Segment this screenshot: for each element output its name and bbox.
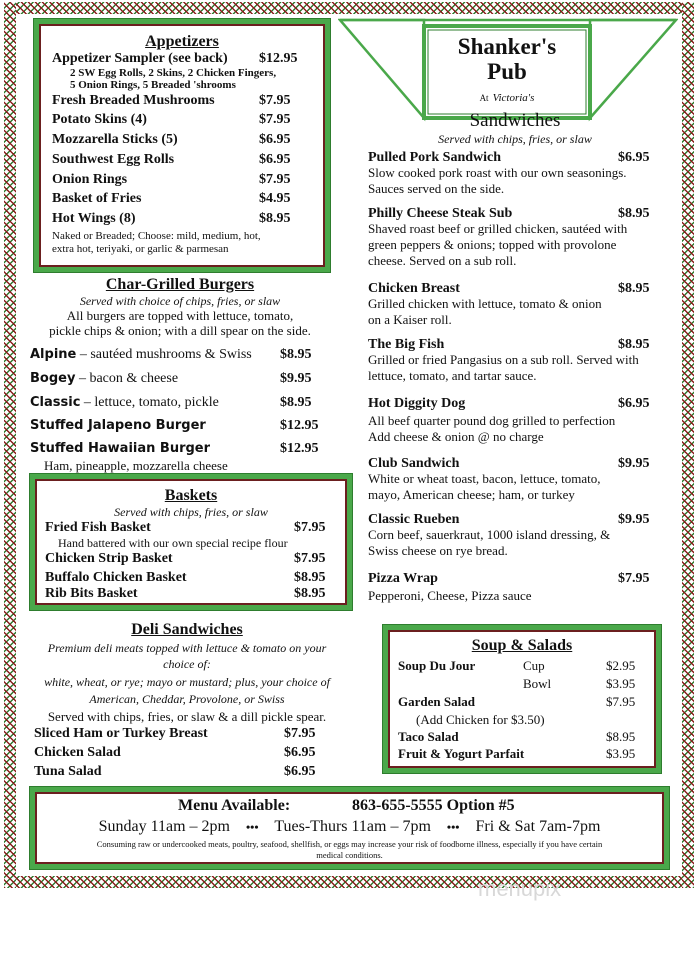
sandwich-price: $6.95 (618, 396, 650, 411)
sandwich-name: The Big Fish (368, 337, 445, 352)
pub-name (424, 34, 590, 84)
burger-price: $9.95 (280, 371, 312, 386)
sandwich-desc (368, 221, 664, 269)
sandwich-price: $8.95 (618, 337, 650, 352)
deli-item-price: $6.95 (284, 745, 316, 760)
menu-item-name: Onion Rings (52, 172, 128, 187)
deli-note: Served with chips, fries, or slaw & a dill pickle spear. (47, 709, 327, 724)
sandwich-price: $7.95 (618, 571, 650, 586)
menu-item-price: $7.95 (259, 93, 291, 108)
appetizers-title: Appetizers (145, 33, 219, 50)
basket-name: Chicken Strip Basket (45, 551, 173, 566)
hours-sunday: Sunday 11am – 2pm (98, 818, 230, 835)
burger-price: $8.95 (280, 395, 312, 410)
burger-name: Classic (30, 395, 81, 410)
menu-item-price: $6.95 (259, 152, 291, 167)
burger-item (30, 347, 252, 363)
sandwich-desc-line: Corn beef, sauerkraut, 1000 island dressing, & (368, 527, 611, 542)
sandwich-price: $6.95 (618, 150, 650, 165)
burgers-subtitle: Served with choice of chips, fries, or slaw (79, 294, 281, 308)
burger-price: $12.95 (280, 418, 319, 433)
menu-item-name: Fresh Breaded Mushrooms (52, 93, 215, 108)
salad-name: Taco Salad (398, 729, 459, 744)
sampler-note: 5 Onion Rings, 5 Breaded 'shrooms (70, 79, 236, 91)
deli-note: American, Cheddar, Provolone, or Swiss (89, 692, 285, 706)
sandwich-desc (368, 527, 658, 559)
salad-name: Garden Salad (398, 694, 475, 709)
sandwich-price: $8.95 (618, 206, 650, 221)
fish-note: Hand battered with our own special recipe flour (58, 536, 288, 550)
burger-item (30, 395, 219, 411)
burger-price: $8.95 (280, 347, 312, 362)
salad-price: $7.95 (606, 694, 636, 709)
wings-note: Naked or Breaded; Choose: mild, medium, hot, (52, 230, 261, 242)
burger-desc: – lettuce, tomato, pickle (80, 395, 219, 410)
burger-item (30, 441, 210, 456)
burger-name: Stuffed Jalapeno Burger (30, 418, 206, 433)
sandwich-desc (368, 296, 658, 328)
sandwich-desc-line: Swiss cheese on rye bread. (368, 543, 508, 558)
basket-price: $8.95 (294, 570, 326, 585)
sandwich-desc-line: Grilled chicken with lettuce, tomato & onion (368, 296, 602, 311)
sandwich-name: Pizza Wrap (368, 571, 438, 586)
salad-price: $8.95 (606, 729, 636, 744)
sandwich-name: Pulled Pork Sandwich (368, 150, 502, 165)
sandwich-desc-line: All beef quarter pound dog grilled to perfection (368, 413, 616, 428)
hours-tues-thurs: Tues-Thurs 11am – 7pm (274, 818, 431, 835)
hours-separator: ••• (245, 820, 259, 834)
sandwich-name: Club Sandwich (368, 456, 460, 471)
sandwich-desc (368, 588, 658, 604)
burger-item (30, 371, 178, 387)
burger-desc: – sautéed mushrooms & Swiss (76, 347, 252, 362)
sandwich-desc (368, 352, 664, 384)
basket-price: $7.95 (294, 551, 326, 566)
border-pattern-top (4, 2, 694, 14)
sandwich-desc-line: lettuce, tomato, and tartar sauce. (368, 368, 537, 383)
menu-item-name: Hot Wings (8) (52, 211, 136, 226)
deli-note: Premium deli meats topped with lettuce & tomato on your (47, 641, 327, 655)
food-warning (42, 839, 657, 861)
soup-name: Soup Du Jour (398, 658, 476, 673)
sandwich-desc-line: Slow cooked pork roast with our own seasonings. (368, 165, 627, 180)
sandwich-desc-line: mayo, American cheese; ham, or turkey (368, 487, 575, 502)
wings-note: extra hot, teriyaki, or garlic & parmesan (52, 243, 229, 255)
watermark-logo: menupix (478, 876, 562, 901)
menu-item-name: Appetizer Sampler (see back) (52, 51, 228, 66)
pub-name-line-2: Pub (487, 59, 527, 84)
deli-item-name: Tuna Salad (34, 764, 102, 779)
menu-item-name: Potato Skins (4) (52, 112, 147, 127)
deli-item-name: Sliced Ham or Turkey Breast (34, 726, 208, 741)
soup-cup-label: Cup (523, 658, 545, 673)
deli-item-price: $7.95 (284, 726, 316, 741)
sampler-note: 2 SW Egg Rolls, 2 Skins, 2 Chicken Fingers, (70, 67, 277, 79)
burgers-note: pickle chips & onion; with a dill spear on the side. (49, 323, 311, 338)
deli-title: Deli Sandwiches (131, 621, 243, 638)
deli-note: white, wheat, or rye; mayo or mustard; plus, your choice of (44, 675, 330, 689)
menu-item-name: Basket of Fries (52, 191, 142, 206)
menu-item-price: $8.95 (259, 211, 291, 226)
soup-bowl-price: $3.95 (606, 676, 636, 691)
sandwich-price: $8.95 (618, 281, 650, 296)
border-pattern-right (682, 2, 694, 888)
sandwich-desc-line: on a Kaiser roll. (368, 312, 452, 327)
basket-name: Rib Bits Basket (45, 586, 138, 601)
soup-bowl-label: Bowl (523, 676, 552, 691)
deli-item-price: $6.95 (284, 764, 316, 779)
sandwich-desc-line: Shaved roast beef or grilled chicken, sautéed with (368, 221, 628, 236)
salad-note: (Add Chicken for $3.50) (416, 712, 545, 727)
burger-desc: – bacon & cheese (75, 371, 179, 386)
deli-note: choice of: (163, 657, 211, 671)
soup-cup-price: $2.95 (606, 658, 636, 673)
food-warning-line: medical conditions. (316, 850, 383, 860)
sandwich-desc-line: Add cheese & onion @ no charge (368, 429, 544, 444)
sandwich-name: Hot Diggity Dog (368, 396, 466, 411)
phone-number: 863-655-5555 Option #5 (352, 797, 515, 814)
hours-row (30, 818, 669, 836)
menu-item-name: Southwest Egg Rolls (52, 152, 175, 167)
hawaiian-note: Ham, pineapple, mozzarella cheese (44, 458, 228, 473)
pub-name-line-1: Shanker's (457, 34, 557, 59)
sandwiches-subtitle: Served with chips, fries, or slaw (438, 132, 592, 146)
menu-item-name: Mozzarella Sticks (5) (52, 132, 178, 147)
sandwich-desc-line: Grilled or fried Pangasius on a sub roll. Served with (368, 352, 639, 367)
sandwich-desc-line: White or wheat toast, bacon, lettuce, tomato, (368, 471, 601, 486)
basket-name: Fried Fish Basket (45, 520, 151, 535)
sandwich-price: $9.95 (618, 512, 650, 527)
venue-at: At (479, 93, 489, 103)
sandwich-desc (368, 413, 658, 445)
sandwiches-title: Sandwiches (469, 110, 561, 131)
basket-name: Buffalo Chicken Basket (45, 570, 187, 585)
baskets-title: Baskets (164, 487, 218, 504)
pub-venue (424, 88, 590, 106)
burgers-title: Char-Grilled Burgers (105, 276, 255, 293)
food-warning-line: Consuming raw or undercooked meats, poultry, seafood, shellfish, or eggs may increase your risk of foodborne illness, especially if you have certain (96, 839, 603, 849)
baskets-subtitle: Served with chips, fries, or slaw (114, 505, 268, 519)
parfait-price: $3.95 (606, 746, 636, 761)
burger-name: Stuffed Hawaiian Burger (30, 441, 211, 456)
menu-available-label: Menu Available: (178, 797, 291, 814)
sandwich-desc-line: Sauces served on the side. (368, 181, 505, 196)
sandwich-desc-line: cheese. Served on a sub roll. (368, 253, 517, 268)
burger-name: Bogey (30, 371, 76, 386)
border-pattern-bottom (4, 876, 694, 888)
menu-item-price: $7.95 (259, 112, 291, 127)
sandwich-desc-line: green peppers & onions; topped with provolone (368, 237, 617, 252)
menu-item-price: $7.95 (259, 172, 291, 187)
burger-price: $12.95 (280, 441, 319, 456)
sandwich-desc-line: Pepperoni, Cheese, Pizza sauce (368, 588, 532, 603)
sandwich-name: Philly Cheese Steak Sub (368, 206, 513, 221)
burgers-note: All burgers are topped with lettuce, tomato, (66, 308, 294, 323)
basket-price: $8.95 (294, 586, 326, 601)
sandwich-name: Classic Rueben (368, 512, 460, 527)
menu-item-price: $6.95 (259, 132, 291, 147)
soups-title: Soup & Salads (471, 637, 573, 654)
burger-name: Alpine (30, 347, 77, 362)
sandwich-desc (368, 471, 658, 503)
sandwich-price: $9.95 (618, 456, 650, 471)
border-pattern-left (4, 2, 16, 888)
hours-fri-sat: Fri & Sat 7am-7pm (475, 818, 601, 835)
sandwich-name: Chicken Breast (368, 281, 460, 296)
parfait-name: Fruit & Yogurt Parfait (398, 746, 525, 761)
sandwich-desc (368, 165, 658, 197)
menu-item-price: $4.95 (259, 191, 291, 206)
burger-item (30, 418, 206, 433)
venue-name: Victoria's (492, 92, 535, 104)
basket-price: $7.95 (294, 520, 326, 535)
deli-item-name: Chicken Salad (34, 745, 121, 760)
menu-item-price: $12.95 (259, 51, 298, 66)
hours-separator: ••• (446, 820, 460, 834)
